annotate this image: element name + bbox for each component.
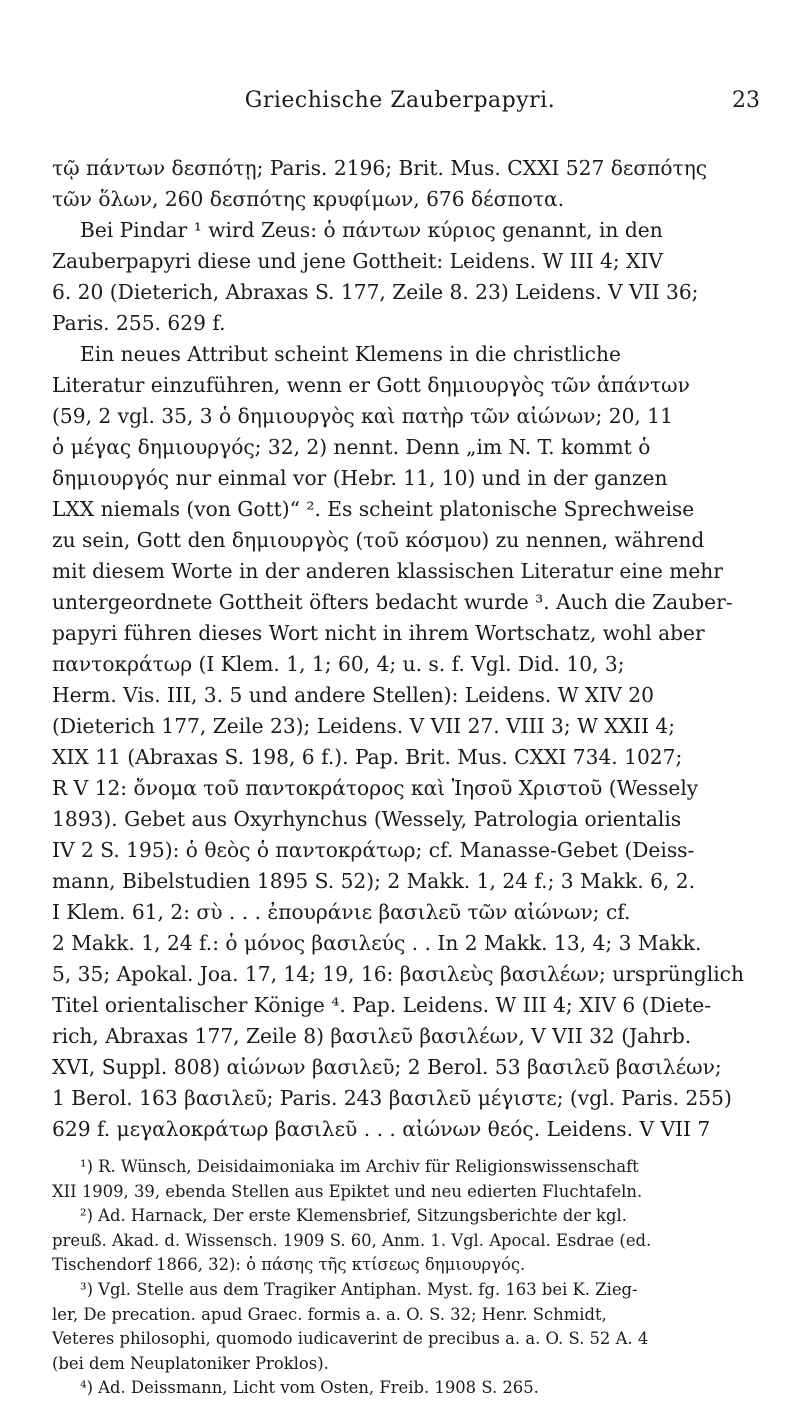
- text-line: (59, 2 vgl. 35, 3 ὁ δημιουργὸς καὶ πατὴρ τῶν αἰώνων; 20, 11: [52, 404, 673, 428]
- footnote-line: XII 1909, 39, ebenda Stellen aus Epiktet und neu edierten Fluchtafeln.: [52, 1181, 643, 1201]
- text-line: δημιουργός nur einmal vor (Hebr. 11, 10) und in der ganzen: [52, 466, 668, 490]
- text-line: 1893). Gebet aus Oxyrhynchus (Wessely, Patrologia orientalis: [52, 807, 682, 831]
- footnote-line: preuß. Akad. d. Wissensch. 1909 S. 60, Anm. 1. Vgl. Apocal. Esdrae (ed.: [52, 1230, 652, 1250]
- text-line: mit diesem Worte in der anderen klassischen Literatur eine mehr: [52, 559, 723, 583]
- text-line: Paris. 255. 629 f.: [52, 311, 226, 335]
- text-line: Titel orientalischer Könige ⁴. Pap. Leidens. W III 4; XIV 6 (Diete-: [52, 993, 712, 1017]
- text-line: zu sein, Gott den δημιουργὸς (τοῦ κόσμου) zu nennen, während: [52, 528, 705, 552]
- main-text: [52, 153, 760, 1145]
- text-line: Bei Pindar ¹ wird Zeus: ὁ πάντων κύριος genannt, in den: [80, 218, 663, 242]
- footnote-line: Tischendorf 1866, 32): ὁ πάσης τῆς κτίσεως δημιουργός.: [52, 1255, 526, 1275]
- text-line: mann, Bibelstudien 1895 S. 52); 2 Makk. 1, 24 f.; 3 Makk. 6, 2.: [52, 869, 696, 893]
- text-line: 629 f. μεγαλοκράτωρ βασιλεῦ . . . αἰώνων θεός. Leidens. V VII 7: [52, 1117, 711, 1141]
- text-line: R V 12: ὄνομα τοῦ παντοκράτορος καὶ Ἰησοῦ Χριστοῦ (Wessely: [52, 776, 699, 800]
- footnote-line: ¹) R. Wünsch, Deisidaimoniaka im Archiv für Religionswissenschaft: [80, 1157, 639, 1176]
- text-line: 5, 35; Apokal. Joa. 17, 14; 19, 16: βασιλεὺς βασιλέων; ursprünglich: [52, 962, 744, 986]
- text-line: untergeordnete Gottheit öfters bedacht wurde ³. Auch die Zauber-: [52, 590, 733, 614]
- text-line: Ein neues Attribut scheint Klemens in die christliche: [80, 342, 621, 366]
- footnote-line: Veteres philosophi, quomodo iudicaverint de precibus a. a. O. S. 52 A. 4: [52, 1329, 649, 1349]
- page-number: 23: [732, 88, 760, 113]
- footnote-line: ler, De precation. apud Graec. formis a. a. O. S. 32; Henr. Schmidt,: [52, 1304, 607, 1324]
- text-line: Literatur einzuführen, wenn er Gott δημιουργὸς τῶν ἁπάντων: [52, 373, 690, 397]
- footnote-line: (bei dem Neuplatoniker Proklos).: [52, 1353, 329, 1373]
- text-line: ὁ μέγας δημιουργός; 32, 2) nennt. Denn „im N. T. kommt ὁ: [52, 435, 651, 459]
- text-line: 6. 20 (Dieterich, Abraxas S. 177, Zeile 8. 23) Leidens. V VII 36;: [52, 280, 699, 304]
- text-line: παντοκράτωρ (I Klem. 1, 1; 60, 4; u. s. f. Vgl. Did. 10, 3;: [52, 652, 625, 676]
- footnotes: [52, 1155, 760, 1401]
- running-title: Griechische Zauberpapyri.: [244, 88, 556, 113]
- footnote-line: ⁴) Ad. Deissmann, Licht vom Osten, Freib. 1908 S. 265.: [80, 1378, 539, 1398]
- running-header: [0, 88, 800, 120]
- footnote-line: ²) Ad. Harnack, Der erste Klemensbrief, Sitzungsberichte der kgl.: [80, 1206, 627, 1226]
- text-line: τῷ πάντων δεσπότῃ; Paris. 2196; Brit. Mus. CXXI 527 δεσπότης: [52, 156, 708, 180]
- text-line: I Klem. 61, 2: σὺ . . . ἐπουράνιε βασιλεῦ τῶν αἰώνων; cf.: [52, 900, 631, 924]
- text-line: Herm. Vis. III, 3. 5 und andere Stellen): Leidens. W XIV 20: [52, 683, 654, 707]
- text-line: IV 2 S. 195): ὁ θεὸς ὁ παντοκράτωρ; cf. Manasse-Gebet (Deiss-: [52, 838, 695, 862]
- text-line: 2 Makk. 1, 24 f.: ὁ μόνος βασιλεύς . . In 2 Makk. 13, 4; 3 Makk.: [52, 931, 702, 955]
- text-line: Zauberpapyri diese und jene Gottheit: Leidens. W III 4; XIV: [52, 249, 663, 273]
- text-line: papyri führen dieses Wort nicht in ihrem Wortschatz, wohl aber: [52, 621, 705, 645]
- text-line: XVI, Suppl. 808) αἰώνων βασιλεῦ; 2 Berol. 53 βασιλεῦ βασιλέων;: [52, 1055, 722, 1079]
- text-line: (Dieterich 177, Zeile 23); Leidens. V VII 27. VIII 3; W XXII 4;: [52, 714, 675, 738]
- text-line: XIX 11 (Abraxas S. 198, 6 f.). Pap. Brit. Mus. CXXI 734. 1027;: [52, 745, 683, 769]
- footnote-line: ³) Vgl. Stelle aus dem Tragiker Antiphan. Myst. fg. 163 bei K. Zieg-: [80, 1279, 638, 1299]
- text-line: 1 Berol. 163 βασιλεῦ; Paris. 243 βασιλεῦ μέγιστε; (vgl. Paris. 255): [52, 1086, 732, 1110]
- text-line: rich, Abraxas 177, Zeile 8) βασιλεῦ βασιλέων, V VII 32 (Jahrb.: [52, 1024, 692, 1048]
- text-line: τῶν ὅλων, 260 δεσπότης κρυφίμων, 676 δέσποτα.: [52, 187, 565, 211]
- text-line: LXX niemals (von Gott)“ ². Es scheint platonische Sprechweise: [52, 497, 695, 521]
